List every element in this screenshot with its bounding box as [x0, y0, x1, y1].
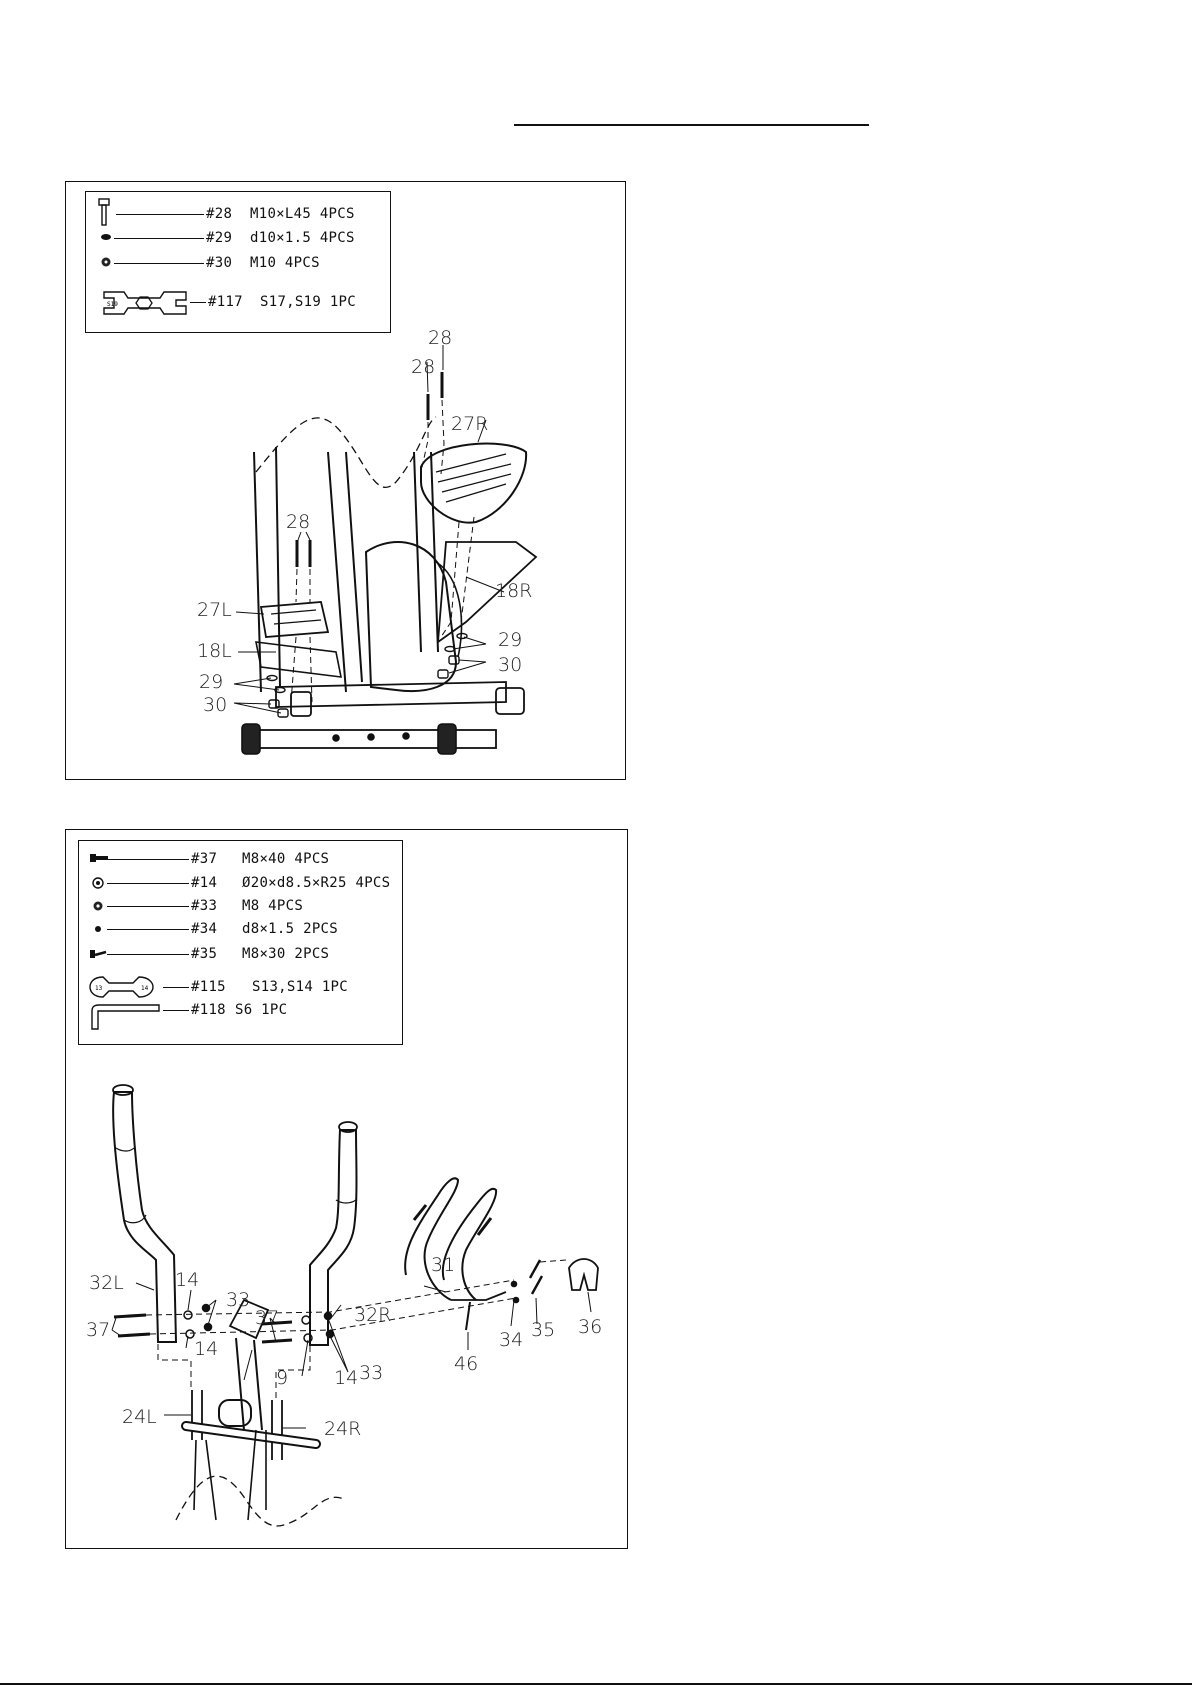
allen-key-icon — [91, 1001, 161, 1031]
callout-18l: 18L — [197, 640, 232, 662]
callout-14: 14 — [175, 1269, 200, 1291]
bolt-35 — [530, 1260, 542, 1294]
handlebar-32r — [310, 1130, 357, 1345]
washer-icon — [100, 232, 112, 242]
callout-31: 31 — [431, 1254, 456, 1276]
callout-37: 37 — [86, 1319, 111, 1341]
pedal-27r — [421, 444, 526, 523]
part-number: #14 — [191, 875, 218, 891]
part-number: #34 — [191, 921, 218, 937]
wrench-size-label: 13 — [95, 985, 103, 992]
parts-list-box — [85, 191, 391, 333]
washer-icon — [94, 925, 102, 933]
part-number: #117 — [208, 294, 243, 310]
callout-27r: 27R — [451, 413, 489, 435]
bolt-37-b — [118, 1334, 150, 1336]
callout-34: 34 — [499, 1329, 524, 1351]
callout-46: 46 — [454, 1353, 479, 1375]
nut-icon — [100, 256, 112, 268]
title-underline — [514, 124, 869, 126]
part-number: #115 — [191, 979, 226, 995]
leader-line — [107, 929, 189, 930]
callout-36: 36 — [578, 1316, 603, 1338]
leader-line — [163, 987, 189, 988]
leader-line — [107, 859, 189, 860]
callout-33: 33 — [359, 1362, 384, 1384]
bolt-37-a — [114, 1315, 146, 1317]
cover-36 — [569, 1259, 598, 1290]
callout-9: 9 — [276, 1367, 289, 1389]
cutaway-line — [176, 1476, 346, 1526]
callout-32r: 32R — [354, 1304, 392, 1326]
parts-list-box — [78, 840, 403, 1045]
pedal-arm-18l — [256, 642, 341, 677]
part-spec: M8×30 2PCS — [242, 946, 330, 962]
part-spec: M10×L45 4PCS — [250, 206, 355, 222]
leader-line — [107, 906, 189, 907]
part-spec: d10×1.5 4PCS — [250, 230, 355, 246]
part-spec: Ø20×d8.5×R25 4PCS — [242, 875, 391, 891]
part-number: #33 — [191, 898, 218, 914]
bolt-icon — [96, 198, 112, 226]
callout-30: 30 — [203, 694, 228, 716]
flywheel-housing — [366, 542, 456, 691]
step-panel-handlebars — [65, 829, 628, 1549]
callout-27l: 27L — [197, 599, 232, 621]
bolt-icon — [89, 949, 107, 959]
callout-24r: 24R — [324, 1418, 362, 1440]
leader-line — [190, 302, 206, 303]
leader-line — [116, 214, 204, 215]
step-panel-pedals — [65, 181, 626, 780]
part-number: #35 — [191, 946, 218, 962]
callout-24l: 24L — [122, 1406, 157, 1428]
leader-line — [163, 1010, 189, 1011]
bolt-icon — [89, 853, 109, 863]
wrench-icon — [102, 286, 188, 320]
part-number: #30 — [206, 255, 233, 271]
part-number: #118 — [191, 1002, 226, 1018]
upper-handlebar-31 — [405, 1178, 458, 1300]
part-spec: S6 1PC — [235, 1002, 288, 1018]
curved-washer-icon — [92, 877, 104, 889]
wrench-size-label: S19 — [107, 301, 118, 308]
callout-14: 14 — [334, 1367, 359, 1389]
leader-line — [114, 263, 204, 264]
part-spec: S13,S14 1PC — [252, 979, 349, 995]
callout-30: 30 — [498, 654, 523, 676]
callout-29: 29 — [498, 629, 523, 651]
callout-18r: 18R — [495, 580, 533, 602]
callout-28: 28 — [411, 356, 436, 378]
lower-bar-24r — [272, 1400, 282, 1460]
nut-30-r — [449, 656, 459, 664]
part-spec: M8×40 4PCS — [242, 851, 330, 867]
part-spec: S17,S19 1PC — [260, 294, 357, 310]
callout-28: 28 — [286, 511, 311, 533]
callout-33: 33 — [226, 1289, 251, 1311]
wrench-icon — [89, 975, 155, 999]
pedal-27l — [261, 602, 328, 637]
part-number: #29 — [206, 230, 233, 246]
tension-knob — [219, 1400, 251, 1426]
callout-29: 29 — [199, 671, 224, 693]
callout-28: 28 — [428, 327, 453, 349]
nut-icon — [92, 900, 104, 912]
callout-35: 35 — [531, 1319, 556, 1341]
callout-37: 37 — [255, 1307, 280, 1329]
part-spec: M8 4PCS — [242, 898, 304, 914]
bolt-37-d — [262, 1340, 292, 1342]
part-number: #28 — [206, 206, 233, 222]
leader-line — [107, 883, 189, 884]
leader-line — [114, 238, 204, 239]
callout-14: 14 — [194, 1338, 219, 1360]
wrench-size-label: 14 — [141, 985, 149, 992]
part-spec: M10 4PCS — [250, 255, 320, 271]
part-number: #37 — [191, 851, 218, 867]
leader-line — [107, 954, 189, 955]
part-spec: d8×1.5 2PCS — [242, 921, 339, 937]
front-end-cap — [496, 688, 524, 714]
callout-32l: 32L — [89, 1272, 124, 1294]
center-upright — [328, 452, 362, 692]
